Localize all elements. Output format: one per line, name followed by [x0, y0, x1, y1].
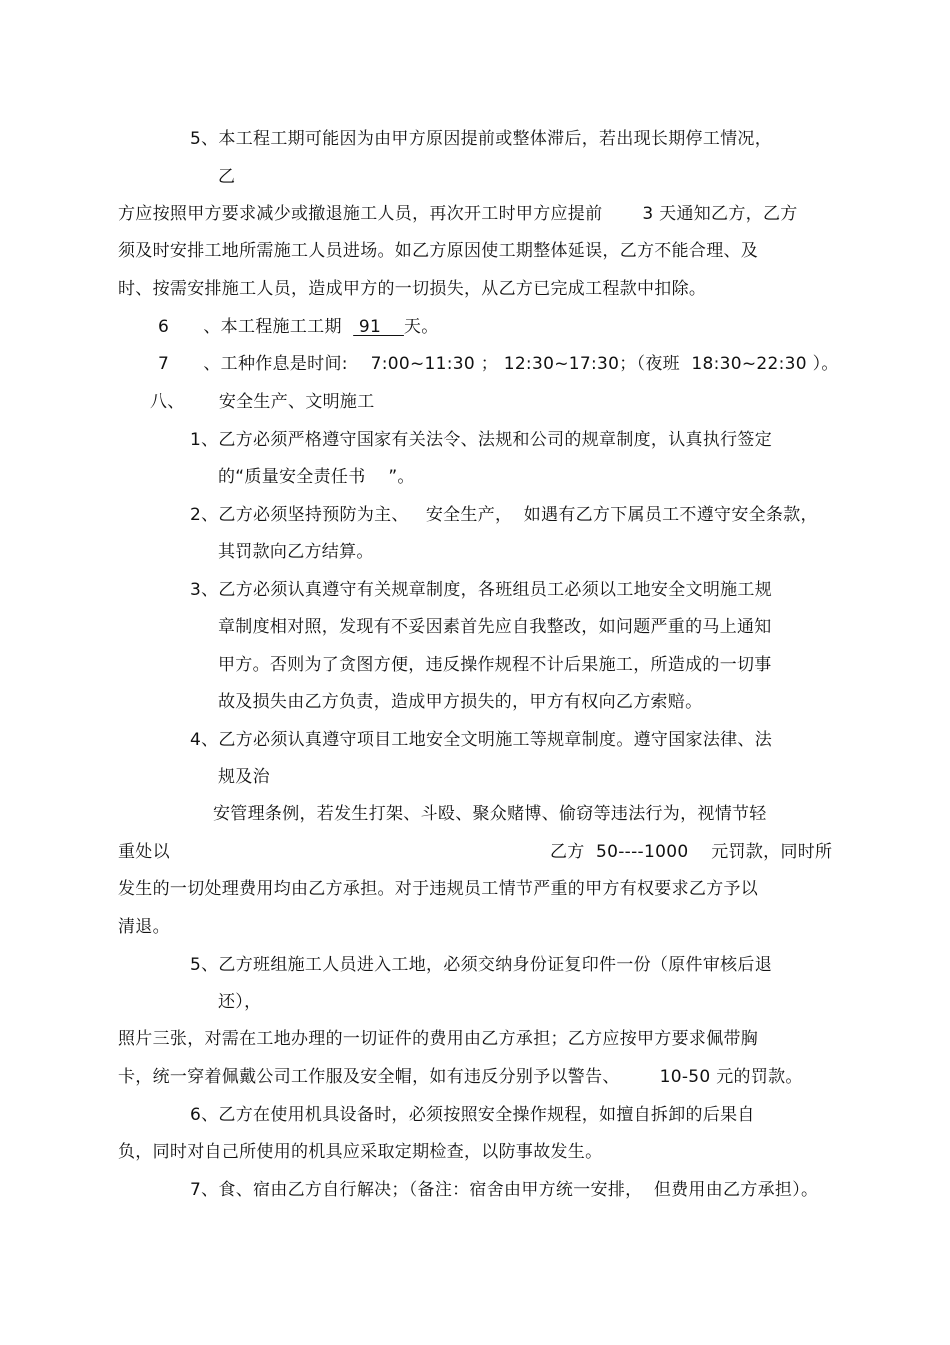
safety-4-line-4b: 乙方 50----1000 元罚款，同时所 — [550, 842, 833, 862]
safety-4-line-6: 清退。 — [118, 917, 170, 937]
safety-4-line-3: 安管理条例，若发生打架、斗殴、聚众赌博、偷窃等违法行为，视情节轻 — [213, 804, 767, 824]
safety-3-line-1: 3、乙方必须认真遵守有关规章制度，各班组员工必须以工地安全文明施工规 — [190, 580, 773, 600]
safety-5-line-1: 5、乙方班组施工人员进入工地，必须交纳身份证复印件一份（原件审核后退 — [190, 955, 773, 975]
safety-3-line-2: 章制度相对照，发现有不妥因素首先应自我整改，如问题严重的马上通知 — [218, 617, 772, 637]
safety-3-line-4: 故及损失由乙方负责，造成甲方损失的，甲方有权向乙方索赔。 — [218, 692, 703, 712]
clause-6-number: 6 — [158, 317, 204, 337]
safety-4-line-5: 发生的一切处理费用均由乙方承担。对于违规员工情节严重的甲方有权要求乙方予以 — [118, 879, 759, 899]
clause-5-line-1: 5、本工程工期可能因为由甲方原因提前或整体滞后，若出现长期停工情况， — [190, 129, 773, 149]
safety-1-line-2: 的“质量安全责任书 ”。 — [218, 467, 415, 487]
safety-5-line-3: 照片三张，对需在工地办理的一切证件的费用由乙方承担；乙方应按甲方要求佩带胸 — [118, 1029, 759, 1049]
clause-6-unit: 天。 — [403, 317, 439, 337]
clause-5-line-5: 时、按需安排施工人员，造成甲方的一切损失，从乙方已完成工程款中扣除。 — [118, 279, 707, 299]
safety-7-line-1: 7、食、宿由乙方自行解决；（备注：宿舍由甲方统一安排， 但费用由乙方承担）。 — [190, 1180, 819, 1200]
clause-5-line-4: 须及时安排工地所需施工人员进场。如乙方原因使工期整体延误，乙方不能合理、及 — [118, 241, 759, 261]
clause-5-line-3: 方应按照甲方要求减少或撤退施工人员，再次开工时甲方应提前 3 天通知乙方，乙方 — [118, 204, 798, 224]
safety-6-line-2: 负，同时对自己所使用的机具应采取定期检查，以防事故发生。 — [118, 1142, 603, 1162]
safety-1-line-1: 1、乙方必须严格遵守国家有关法令、法规和公司的规章制度，认真执行签定 — [190, 430, 773, 450]
clause-6-days-value: 91 — [353, 317, 404, 337]
safety-3-line-3: 甲方。否则为了贪图方便，违反操作规程不计后果施工，所造成的一切事 — [218, 655, 772, 675]
clause-6 — [158, 316, 439, 338]
safety-5-line-2: 还）， — [218, 992, 262, 1012]
safety-4-line-2: 规及治 — [218, 767, 270, 787]
safety-4-line-4a: 重处以 — [118, 842, 170, 862]
clause-7: 7 、工种作息是时间: 7:00~11:30 ； 12:30~17:30；（夜班 18:30~22:30 ）。 — [158, 354, 839, 374]
safety-4-line-1: 4、乙方必须认真遵守项目工地安全文明施工等规章制度。遵守国家法律、法 — [190, 730, 773, 750]
clause-5-line-2: 乙 — [218, 167, 236, 187]
safety-2-line-1: 2、乙方必须坚持预防为主、 安全生产， 如遇有乙方下属员工不遵守安全条款， — [190, 505, 818, 525]
safety-2-line-2: 其罚款向乙方结算。 — [218, 542, 374, 562]
safety-5-line-4: 卡，统一穿着佩戴公司工作服及安全帽，如有违反分别予以警告、 10-50 元的罚款。 — [118, 1067, 803, 1087]
clause-6-text: 、本工程施工工期 — [203, 317, 354, 337]
safety-6-line-1: 6、乙方在使用机具设备时，必须按照安全操作规程，如擅自拆卸的后果自 — [190, 1105, 755, 1125]
section-8-heading: 八、 安全生产、文明施工 — [150, 392, 375, 412]
